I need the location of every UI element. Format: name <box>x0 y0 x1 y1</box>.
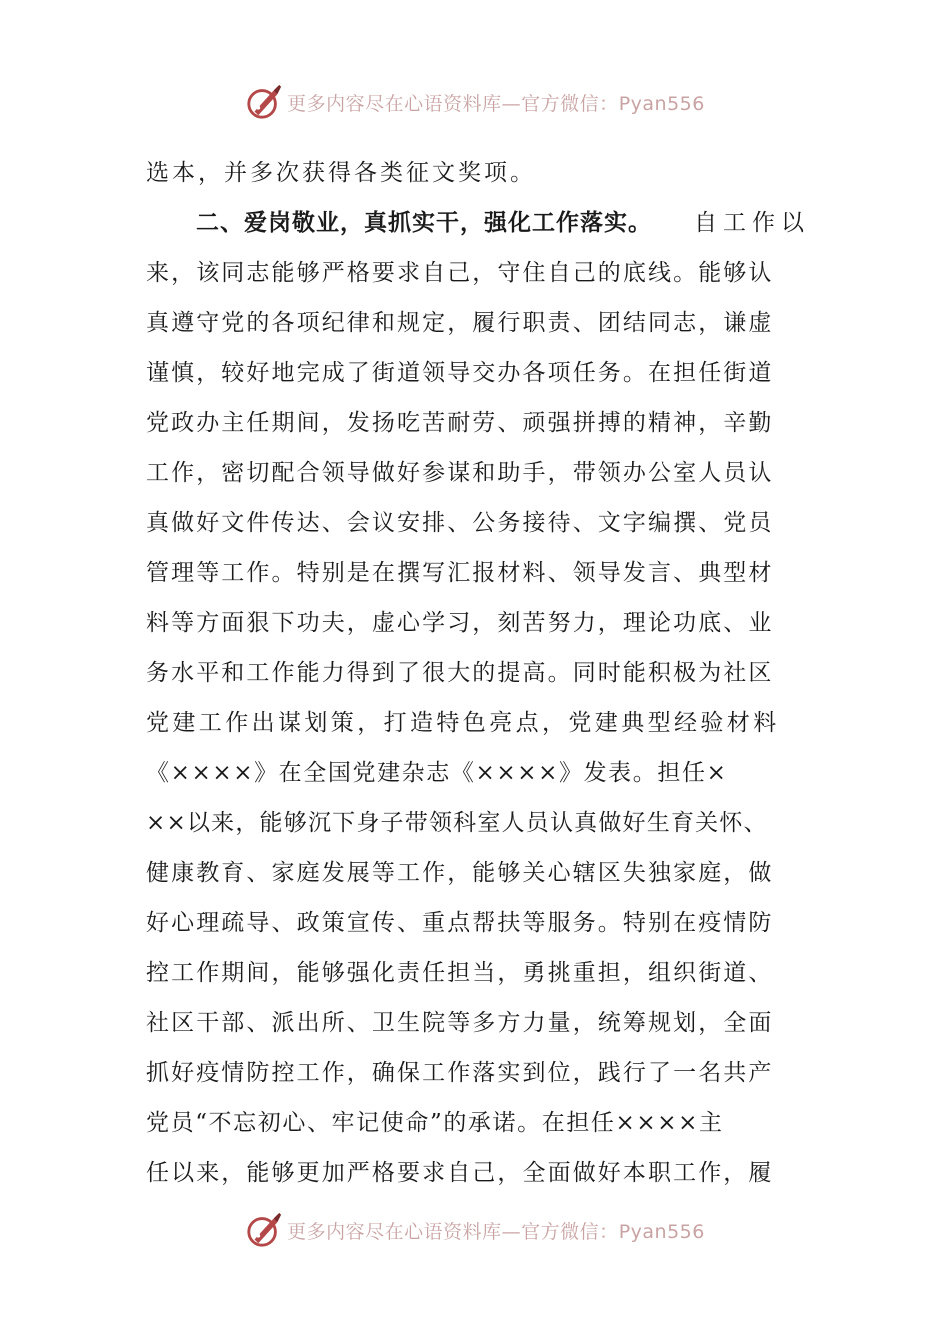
line-text: 社区干部、派出所、卫生院等多方力量，统筹规划，全面 <box>146 1010 774 1036</box>
header-wechat-label: 官方微信： <box>521 92 619 115</box>
fountain-pen-seal-icon <box>245 83 283 121</box>
line-text: 党员“不忘初心、牢记使命”的承诺。在担任××××主 <box>146 1110 724 1136</box>
paragraph-line <box>146 348 810 398</box>
line-text: 真做好文件传达、会议安排、公务接待、文字编撰、党员 <box>146 510 774 536</box>
line-text: 谨慎，较好地完成了街道领导交办各项任务。在担任街道 <box>146 360 774 386</box>
line-text: 务水平和工作能力得到了很大的提高。同时能积极为社区 <box>146 660 774 686</box>
paragraph-line <box>146 298 810 348</box>
line-text: 党建工作出谋划策，打造特色亮点，党建典型经验材料 <box>146 710 780 736</box>
footer-site-text: 更多内容尽在心语资料库— <box>287 1220 522 1243</box>
paragraph-line <box>146 398 810 448</box>
paragraph-line <box>146 598 810 648</box>
paragraph-line <box>146 448 810 498</box>
paragraph-line <box>146 748 810 798</box>
line-text: 管理等工作。特别是在撰写汇报材料、领导发言、典型材 <box>146 560 774 586</box>
document-body <box>146 148 810 1198</box>
paragraph-line <box>146 948 810 998</box>
line-text: ××以来，能够沉下身子带领科室人员认真做好生育关怀、 <box>146 810 768 836</box>
footer-wechat-id: Pyan556 <box>618 1220 705 1243</box>
line-text: 好心理疏导、政策宣传、重点帮扶等服务。特别在疫情防 <box>146 910 774 936</box>
paragraph-line <box>146 898 810 948</box>
paragraph-line <box>146 248 810 298</box>
line-text: 真遵守党的各项纪律和规定，履行职责、团结同志，谦虚 <box>146 310 774 336</box>
paragraph-line <box>146 498 810 548</box>
section-heading-line <box>146 198 810 248</box>
paragraph-line <box>146 1048 810 1098</box>
line-text: 料等方面狠下功夫，虚心学习，刻苦努力，理论功底、业 <box>146 610 774 636</box>
header-wechat-id: Pyan556 <box>618 92 705 115</box>
line-text: 任以来，能够更加严格要求自己，全面做好本职工作，履 <box>146 1160 774 1186</box>
section-heading: 二、爱岗敬业，真抓实干，强化工作落实。 <box>196 209 652 236</box>
header-watermark-text <box>287 89 705 116</box>
paragraph-line-start: 自工作以 <box>694 210 810 236</box>
line-text: 《××××》在全国党建杂志《××××》发表。担任× <box>146 760 728 786</box>
line-text: 来，该同志能够严格要求自己，守住自己的底线。能够认 <box>146 260 774 286</box>
footer-watermark-banner <box>0 1210 950 1250</box>
paragraph-line <box>146 548 810 598</box>
line-text: 工作，密切配合领导做好参谋和助手，带领办公室人员认 <box>146 460 774 486</box>
paragraph-line <box>146 698 810 748</box>
header-watermark-banner <box>0 82 950 122</box>
footer-wechat-label: 官方微信： <box>521 1220 619 1243</box>
line-text: 健康教育、家庭发展等工作，能够关心辖区失独家庭，做 <box>146 860 774 886</box>
paragraph-line <box>146 998 810 1048</box>
paragraph-line <box>146 1098 810 1148</box>
header-site-text: 更多内容尽在心语资料库— <box>287 92 522 115</box>
line-text: 抓好疫情防控工作，确保工作落实到位，践行了一名共产 <box>146 1060 774 1086</box>
paragraph-line: 选本，并多次获得各类征文奖项。 <box>146 160 536 186</box>
paragraph-line <box>146 848 810 898</box>
line-text: 控工作期间，能够强化责任担当，勇挑重担，组织街道、 <box>146 960 774 986</box>
footer-watermark-text <box>287 1217 705 1244</box>
paragraph-line <box>146 798 810 848</box>
fountain-pen-seal-icon <box>245 1211 283 1249</box>
paragraph-line <box>146 1148 810 1198</box>
line-text: 党政办主任期间，发扬吃苦耐劳、顽强拼搏的精神，辛勤 <box>146 410 774 436</box>
paragraph-line <box>146 648 810 698</box>
